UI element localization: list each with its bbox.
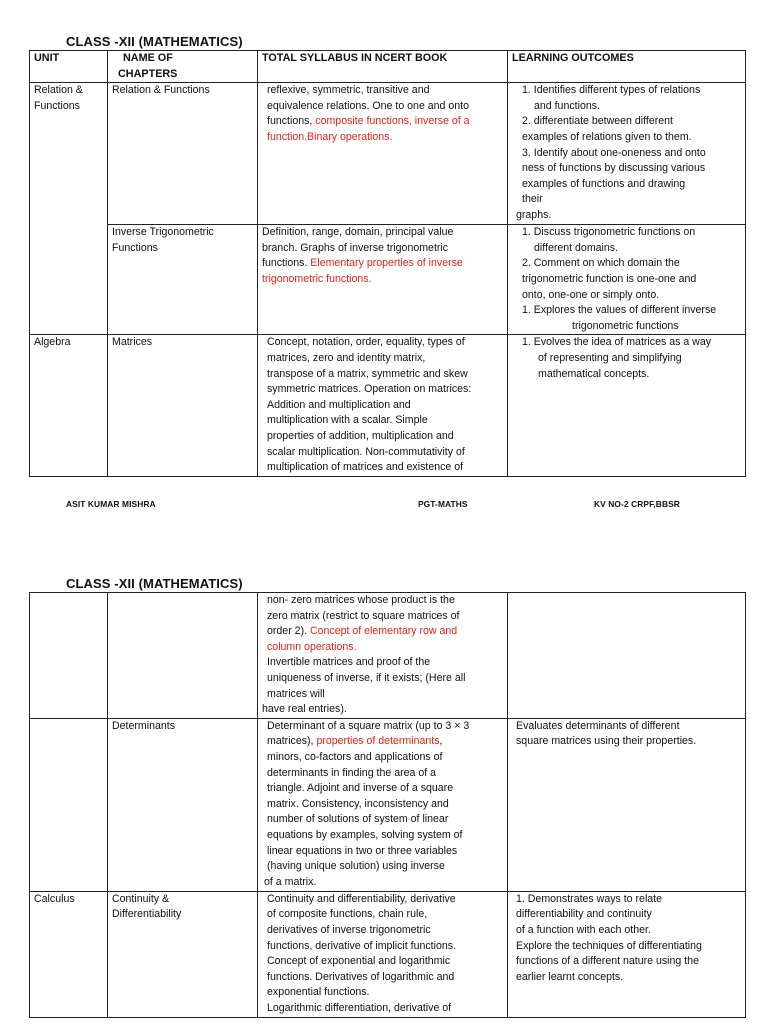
unit-cell <box>30 593 108 719</box>
table-row <box>30 83 746 225</box>
table-row <box>30 225 746 335</box>
footer-author: ASIT KUMAR MISHRA <box>66 499 156 509</box>
outcomes-cell: 1. Discuss trigonometric functions on different domains. 2. Comment on which domain the trigonometric function is one-one and onto, one-one or simply onto. 1. Explores the values of different inverse trigonometric functions <box>508 225 746 335</box>
table-row <box>30 335 746 476</box>
header-outcomes: LEARNING OUTCOMES <box>508 51 746 83</box>
table-row <box>30 593 746 719</box>
chapter-cell <box>108 593 258 719</box>
header-unit: UNIT <box>30 51 108 83</box>
outcomes-cell <box>508 593 746 719</box>
syllabus-cell: Concept, notation, order, equality, types of matrices, zero and identity matrix, transpose of a matrix, symmetric and skew symmetric matrices. Operation on matrices: Addition and multiplication and multiplication with a scalar. Simple properties of addition, multiplication and scalar multiplication. Non-commutativity of multiplication of matrices and existence of <box>258 335 508 476</box>
syllabus-cell: non- zero matrices whose product is the zero matrix (restrict to square matrices of order 2). Concept of elementary row and column operations. Invertible matrices and proof of the uniqueness of inverse, if it exists; (Here all matrices will have real entries). <box>258 593 508 719</box>
chapter-cell: Continuity & Differentiability <box>108 891 258 1017</box>
unit-cell <box>30 718 108 891</box>
outcomes-cell: 1. Evolves the idea of matrices as a way of representing and simplifying mathematical concepts. <box>508 335 746 476</box>
unit-cell: Algebra <box>30 335 108 476</box>
footer-school: KV NO-2 CRPF,BBSR <box>594 499 680 509</box>
outcomes-cell: Evaluates determinants of different square matrices using their properties. <box>508 718 746 891</box>
outcomes-cell: 1. Demonstrates ways to relate differentiability and continuity of a function with each other. Explore the techniques of differentiating functions of a different nature using the earlier learnt concepts. <box>508 891 746 1017</box>
chapter-cell: Inverse Trigonometric Functions <box>108 225 258 335</box>
chapter-cell: Relation & Functions <box>108 83 258 225</box>
page-title: CLASS -XII (MATHEMATICS) <box>66 576 243 591</box>
syllabus-table <box>29 50 746 477</box>
syllabus-cell: Continuity and differentiability, derivative of composite functions, chain rule, derivatives of inverse trigonometric functions, derivative of implicit functions. Concept of exponential and logarithmic functions. Derivatives of logarithmic and exponential functions. Logarithmic differentiation, derivative of <box>258 891 508 1017</box>
header-syllabus: TOTAL SYLLABUS IN NCERT BOOK <box>258 51 508 83</box>
syllabus-table <box>29 592 746 1018</box>
unit-cell: Relation & Functions <box>30 83 108 335</box>
header-chapters: NAME OF CHAPTERS <box>108 51 258 83</box>
unit-cell: Calculus <box>30 891 108 1017</box>
syllabus-cell: Determinant of a square matrix (up to 3 × 3 matrices), properties of determinants, minors, co-factors and applications of determinants in finding the area of a triangle. Adjoint and inverse of a square matrix. Consistency, inconsistency and number of solutions of system of linear equations by examples, solving system of linear equations in two or three variables (having unique solution) using inverse of a matrix. <box>258 718 508 891</box>
chapter-cell: Matrices <box>108 335 258 476</box>
outcomes-cell: 1. Identifies different types of relations and functions. 2. differentiate between different examples of relations given to them. 3. Identify about one-oneness and onto ness of functions by discussing various examples of functions and drawing their graphs. <box>508 83 746 225</box>
chapter-cell: Determinants <box>108 718 258 891</box>
table-row <box>30 891 746 1017</box>
table-header-row <box>30 51 746 83</box>
table-row <box>30 718 746 891</box>
syllabus-cell: reflexive, symmetric, transitive and equivalence relations. One to one and onto functions, composite functions, inverse of a function.Binary operations. <box>258 83 508 225</box>
page-title: CLASS -XII (MATHEMATICS) <box>66 34 243 49</box>
syllabus-cell: Definition, range, domain, principal value branch. Graphs of inverse trigonometric functions. Elementary properties of inverse trigonometric functions. <box>258 225 508 335</box>
footer-post: PGT-MATHS <box>418 499 468 509</box>
